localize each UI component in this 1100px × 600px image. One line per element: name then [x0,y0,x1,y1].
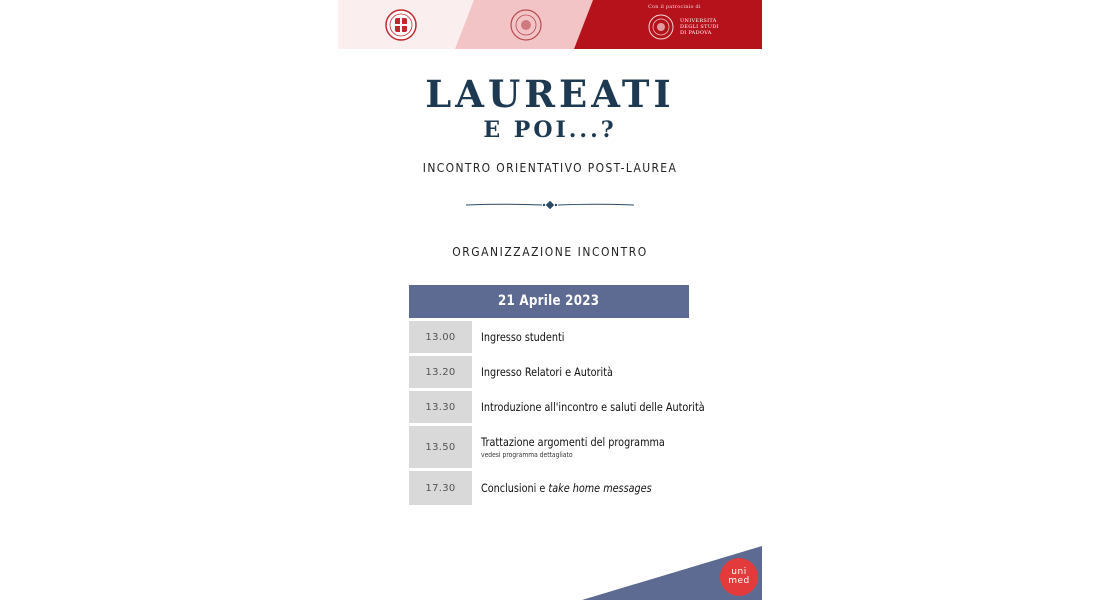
schedule-time: 13.50 [409,426,472,468]
unimed-logo [720,558,758,596]
schedule-row [409,471,689,505]
poster-title-sub: E POI...? [483,117,617,143]
schedule-description [472,321,689,353]
schedule-row [409,391,705,423]
poster-title: LAUREATI [425,72,675,116]
schedule-description [472,356,689,388]
schedule-text: Ingresso Relatori e Autorità [481,365,613,379]
schedule-description [472,391,747,423]
schedule-text-wrapper [481,481,656,495]
schedule-description [472,426,700,468]
schedule-text: Ingresso studenti [481,330,565,344]
schedule-table [409,285,705,505]
schedule-row [409,426,689,468]
schedule-time: 17.30 [409,471,472,505]
crest-logo-icon [385,9,417,41]
schedule-note: vedesi programma dettagliato [481,451,573,459]
event-poster [338,0,762,600]
schedule-description [472,471,689,505]
schedule-text: Introduzione all'incontro e saluti delle Autorità [481,400,705,414]
university-seal-icon [648,14,674,40]
poster-subtitle: INCONTRO ORIENTATIVO POST-LAUREA [422,160,678,175]
schedule-time: 13.00 [409,321,472,353]
partner-university-name: UNIVERSITÀ DEGLI STUDI DI PADOVA [680,18,719,36]
seal-logo-icon [510,9,542,41]
header-band [338,0,762,49]
schedule-time: 13.20 [409,356,472,388]
schedule-text: Conclusioni e [481,481,549,495]
schedule-row [409,356,689,388]
ornament-divider-icon [466,195,634,205]
section-heading: ORGANIZZAZIONE INCONTRO [452,244,648,259]
schedule-date-header [409,285,689,318]
schedule-time: 13.30 [409,391,472,423]
partner-caption: Con il patrocinio di [648,4,701,10]
unimed-logo-line1: uni [731,567,747,577]
schedule-text-italic: take home messages [548,481,652,495]
unimed-logo-line2: med [728,576,750,586]
schedule-date: 21 Aprile 2023 [498,293,600,309]
schedule-row [409,321,689,353]
schedule-text: Trattazione argomenti del programma [481,435,665,449]
